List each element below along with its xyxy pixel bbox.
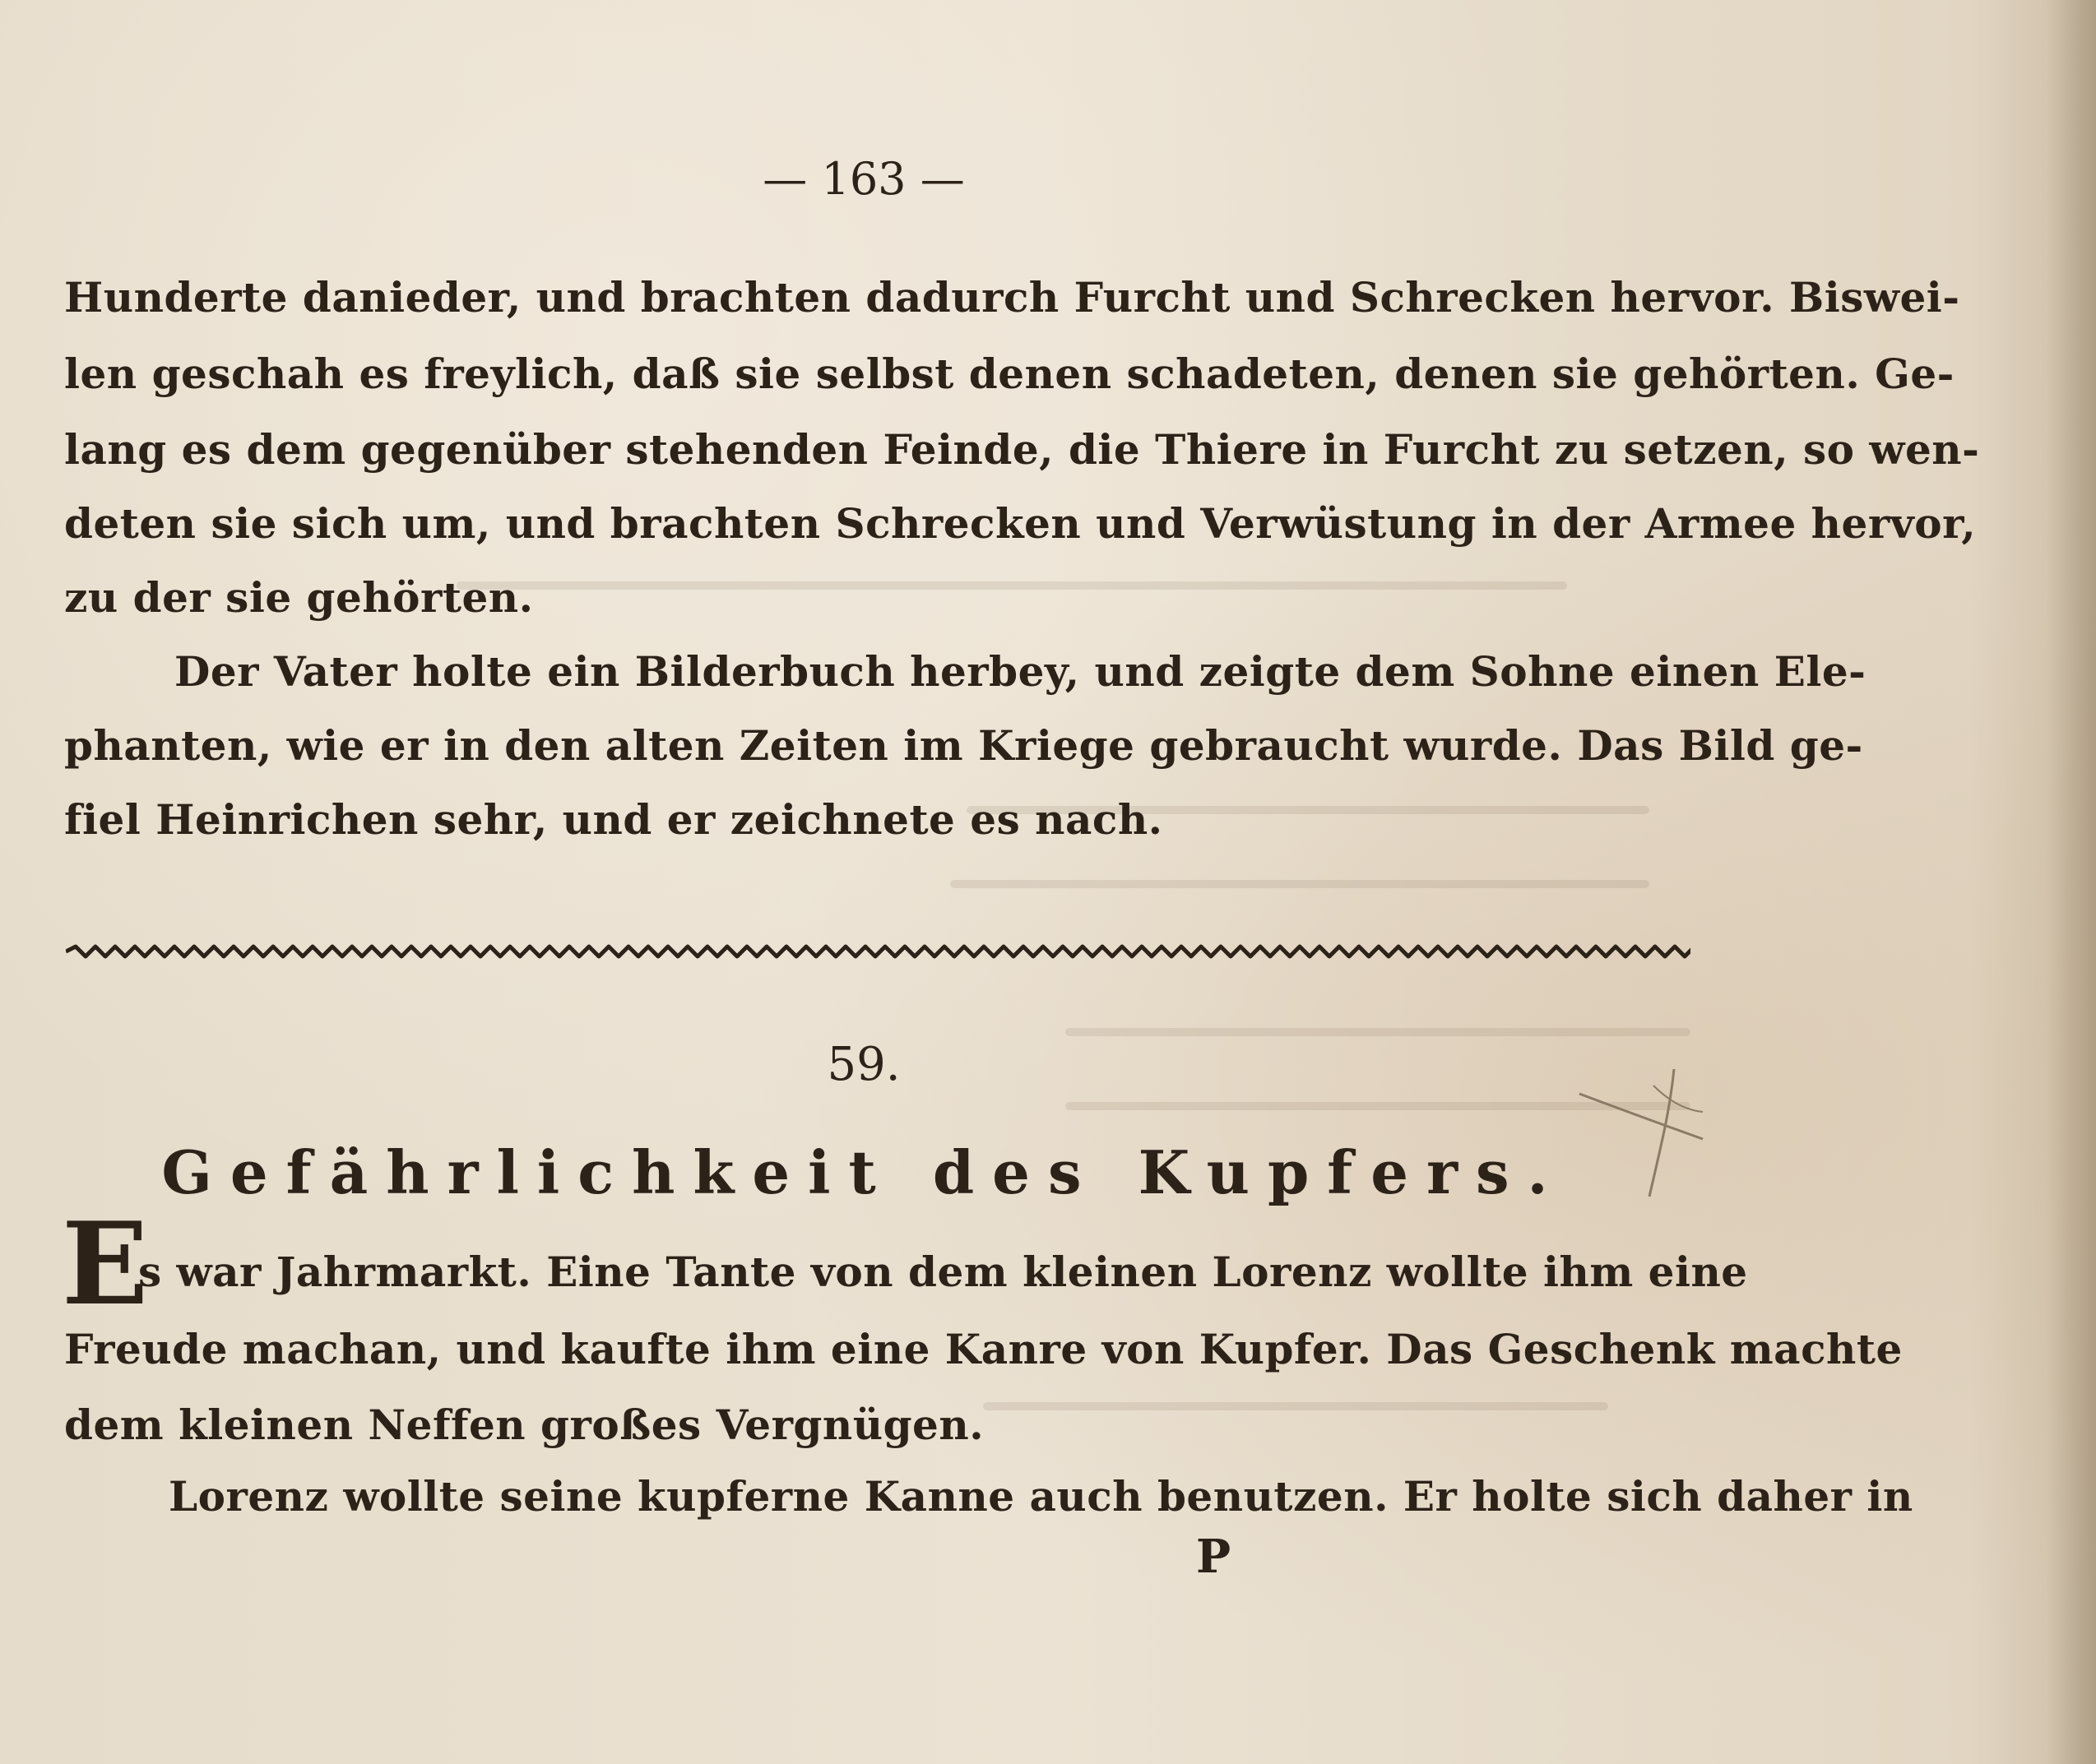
text-line: fiel Heinrichen sehr, und er zeichnete es nach.	[64, 795, 1163, 844]
signature-mark: P	[1195, 1530, 1231, 1584]
text-line: phanten, wie er in den alten Zeiten im Kriege gebraucht wurde. Das Bild ge-	[64, 721, 1863, 770]
text-line: zu der sie gehörten.	[64, 573, 534, 622]
text-line: lang es dem gegenüber stehenden Feinde, die Thiere in Furcht zu setzen, so wen-	[64, 425, 1980, 474]
section-number: 59.	[827, 1038, 901, 1091]
section-title: Gefährlichkeit des Kupfers.	[161, 1137, 1566, 1207]
text-line: len geschah es freylich, daß sie selbst denen schadeten, denen sie gehörten. Ge-	[64, 350, 1955, 398]
text-line: deten sie sich um, und brachten Schrecken und Verwüstung in der Armee hervor,	[64, 499, 1977, 548]
text-line: Hunderte danieder, und brachten dadurch Furcht und Schrecken hervor. Biswei-	[64, 273, 1960, 322]
pencil-annotation	[1571, 1061, 1711, 1209]
page-number: — 163 —	[763, 153, 965, 205]
text-line: s war Jahrmarkt. Eine Tante von dem kleinen Lorenz wollte ihm eine	[138, 1248, 1748, 1296]
text-line: Lorenz wollte seine kupferne Kanne auch benutzen. Er holte sich daher in	[169, 1472, 1913, 1521]
text-line: dem kleinen Neffen großes Vergnügen.	[64, 1401, 985, 1449]
text-line: Freude machan, und kaufte ihm eine Kanre von Kupfer. Das Geschenk machte	[64, 1325, 1903, 1373]
drop-cap: E	[62, 1197, 149, 1331]
spine-shadow	[2047, 0, 2096, 1764]
decorative-divider	[66, 943, 1690, 960]
text-line: Der Vater holte ein Bilderbuch herbey, und zeigte dem Sohne einen Ele-	[174, 647, 1866, 696]
